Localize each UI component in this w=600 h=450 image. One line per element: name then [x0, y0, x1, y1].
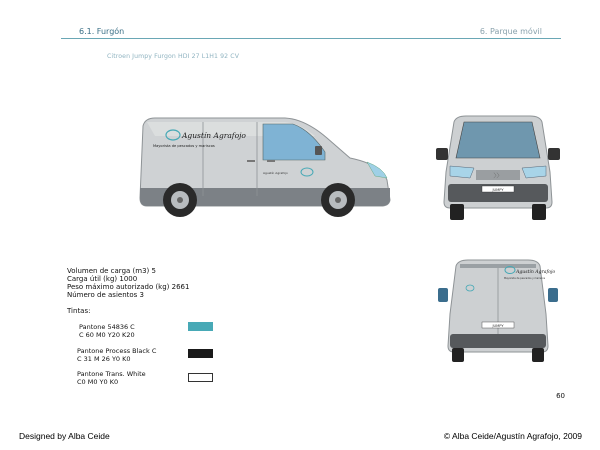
spec-seats: Número de asientos 3: [67, 291, 144, 299]
ink-name: Pantone Process Black C: [77, 347, 157, 355]
rear-brand: Agustín Agrafojo: [516, 270, 556, 275]
page-number: 60: [556, 392, 565, 400]
ink-name: Pantone Trans. White: [77, 370, 146, 378]
ink-name: Pantone 54836 C: [79, 323, 135, 331]
designer-credit: Designed by Alba Ceide: [19, 431, 110, 441]
copyright-notice: © Alba Ceide/Agustín Agrafojo, 2009: [443, 431, 582, 441]
ink-cmyk: C 31 M 26 Y0 K0: [77, 355, 131, 363]
rear-plate-badge: JUMPY: [492, 324, 504, 328]
ink-cmyk: C 60 M0 Y20 K20: [79, 331, 135, 339]
van-side-brand: Agustín Agrafojo: [182, 131, 246, 140]
svg-text:〉〉: 〉〉: [493, 173, 503, 180]
vehicle-model: Citroen Jumpy Furgon HDI 27 L1H1 92 CV: [107, 53, 240, 60]
ink-item: [77, 370, 146, 386]
spec-payload: Carga útil (kg) 1000: [67, 275, 138, 283]
inks-title: Tintas:: [67, 307, 91, 315]
van-rear-illustration: [434, 258, 562, 364]
van-door-brand: Agustín Agrafojo: [263, 171, 288, 175]
van-side-tagline: Mayorista de pescados y mariscos: [153, 144, 215, 148]
spec-cargo-volume: Volumen de carga (m3) 5: [67, 267, 156, 275]
header-rule: [61, 38, 561, 39]
spec-max-weight: Peso máximo autorizado (kg) 2661: [67, 283, 190, 291]
section-title: 6.1. Furgón: [79, 27, 125, 36]
van-side-illustration: [135, 108, 397, 220]
ink-swatch-white: [188, 373, 213, 382]
ink-swatch-black: [188, 349, 213, 358]
front-plate-badge: JUMPY: [492, 188, 504, 192]
ink-item: [79, 323, 135, 339]
chapter-title: 6. Parque móvil: [479, 27, 542, 36]
van-front-illustration: [434, 112, 562, 222]
rear-tagline: Mayorista de pescados y mariscos: [504, 277, 546, 280]
ink-item: [77, 347, 156, 363]
ink-cmyk: C0 M0 Y0 K0: [77, 378, 119, 386]
ink-swatch-teal: [188, 322, 213, 331]
vehicle-specs: [67, 267, 189, 299]
